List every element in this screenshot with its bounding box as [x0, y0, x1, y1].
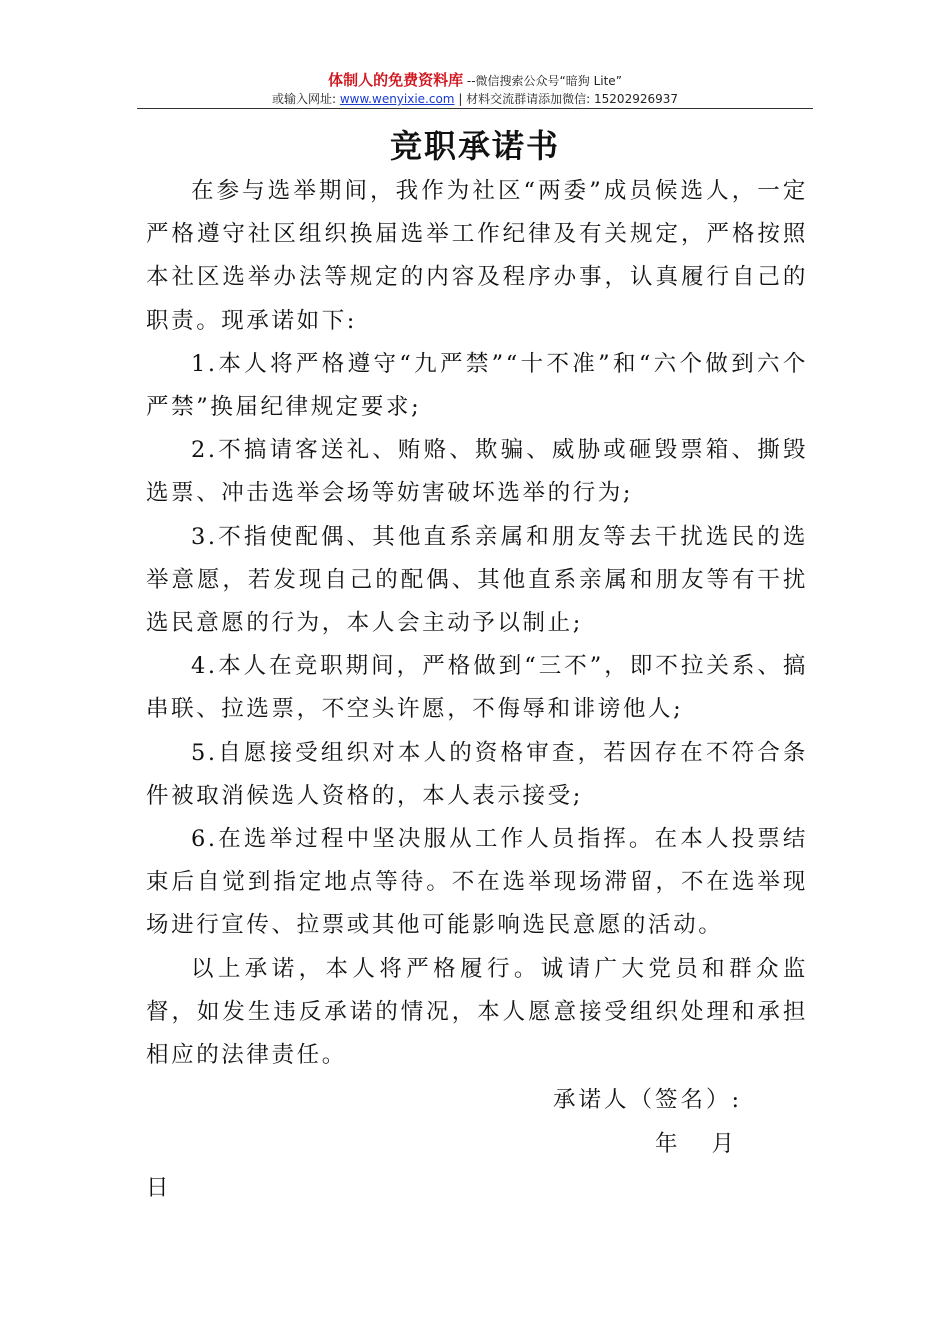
pledge-item-2: 2.不搞请客送礼、贿赂、欺骗、威胁或砸毁票箱、撕毁选票、冲击选举会场等妨害破坏选举的行为; — [146, 437, 808, 507]
url-prefix: 或输入网址: — [271, 92, 340, 106]
signature-line: 承诺人（签名）: — [553, 1087, 743, 1113]
pledge-item-1: 1.本人将严格遵守“九严禁”“十不准”和“六个做到六个严禁”换届纪律规定要求; — [146, 350, 808, 421]
header-banner — [137, 70, 813, 91]
date-line — [655, 1124, 734, 1164]
date-year-label: 年 — [655, 1131, 678, 1157]
pledge-item-5: 5.自愿接受组织对本人的资格审查，若因存在不符合条件被取消候选人资格的，本人表示接受; — [146, 739, 808, 809]
page-header — [137, 70, 813, 107]
header-divider — [137, 108, 813, 109]
pledge-item-6: 6.在选举过程中坚决服从工作人员指挥。在本人投票结束后自觉到指定地点等待。不在选举现场滞留，不在选举现场进行宣传、拉票或其他可能影响选民意愿的活动。 — [146, 826, 808, 939]
document-body — [146, 170, 808, 1077]
header-contact-line — [137, 91, 813, 107]
date-day-label: 日 — [146, 1175, 169, 1201]
brand-name: 体制人的免费资料库 — [328, 71, 464, 89]
wechat-note: --微信搜索公众号“暗狗 Lite” — [463, 74, 622, 88]
pledge-item-3: 3.不指使配偶、其他直系亲属和朋友等去干扰选民的选举意愿，若发现自己的配偶、其他直系亲属和朋友等有干扰选民意愿的行为，本人会主动予以制止; — [146, 523, 808, 637]
closing-paragraph: 以上承诺，本人将严格履行。诚请广大党员和群众监督，如发生违反承诺的情况，本人愿意接受组织处理和承担相应的法律责任。 — [146, 955, 808, 1069]
contact-info: | 材料交流群请添加微信: 15202926937 — [454, 92, 679, 106]
pledge-item-4: 4.本人在竞职期间，严格做到“三不”，即不拉关系、搞串联、拉选票，不空头许愿，不侮辱和诽谤他人; — [146, 653, 808, 723]
document-title: 竞职承诺书 — [389, 127, 560, 165]
website-link[interactable]: www.wenyixie.com — [339, 92, 455, 106]
intro-paragraph: 在参与选举期间，我作为社区“两委”成员候选人，一定严格遵守社区组织换届选举工作纪律及有关规定，严格按照本社区选举办法等规定的内容及程序办事，认真履行自己的职责。现承诺如下: — [146, 178, 808, 334]
date-month-label: 月 — [711, 1131, 735, 1157]
